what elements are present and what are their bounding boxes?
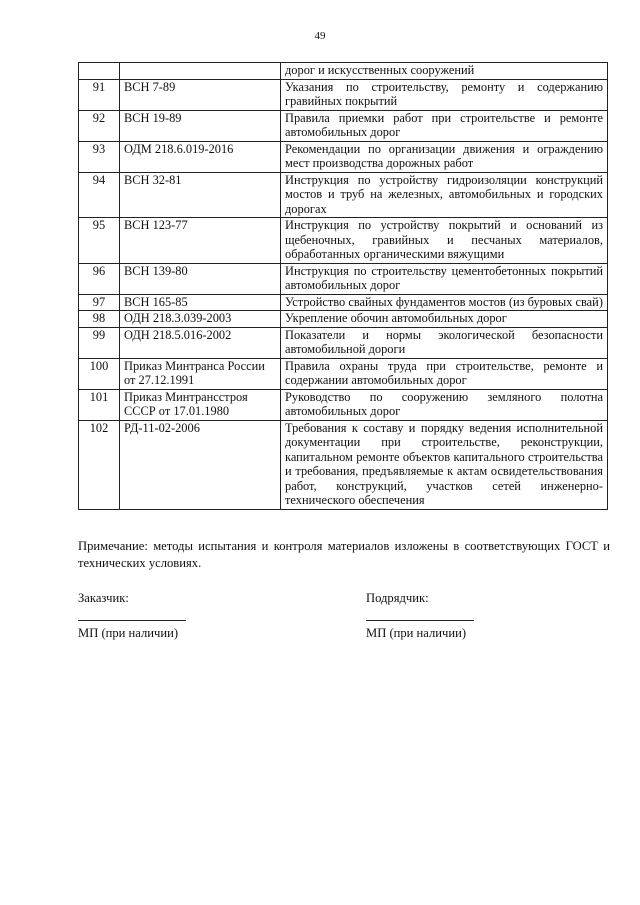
table-cell-code: ВСН 165-85 [120,294,281,311]
table-cell-num [79,63,120,80]
contractor-signature-line [366,620,474,621]
table-cell-title: Рекомендации по организации движения и ограждению мест производства дорожных работ [281,141,608,172]
table-row [79,141,608,172]
table-cell-code: ОДН 218.5.016-2002 [120,327,281,358]
table-row [79,263,608,294]
table-cell-title: Инструкция по устройству покрытий и оснований из щебеночных, гравийных и песчаных материалов, обработанных органическими вяжущими [281,218,608,264]
table-cell-num: 96 [79,263,120,294]
table-row [79,311,608,328]
table-cell-num: 97 [79,294,120,311]
table-cell-num: 94 [79,172,120,218]
table-cell-num: 95 [79,218,120,264]
table-cell-title: Требования к составу и порядку ведения исполнительной документации при строительстве, реконструкции, капитальном ремонте объектов капитального строительства и требования, предъявляемые к актам освидетельствования работ, конструкций, участков сетей инженерно-технического обеспечения [281,420,608,509]
customer-label: Заказчик: [78,591,129,605]
contractor-signature-block [366,590,474,641]
table-row [79,110,608,141]
table-cell-num: 99 [79,327,120,358]
table-row [79,327,608,358]
table-row [79,420,608,509]
table-row [79,389,608,420]
table-cell-title: Показатели и нормы экологической безопасности автомобильной дороги [281,327,608,358]
footnote-note: Примечание: методы испытания и контроля материалов изложены в соответствующих ГОСТ и технических условиях. [78,539,610,570]
table-cell-title: Инструкция по устройству гидроизоляции конструкций мостов и труб на железных, автомобильных и городских дорогах [281,172,608,218]
table-cell-code: ВСН 139-80 [120,263,281,294]
standards-table [78,62,608,510]
table-cell-num: 102 [79,420,120,509]
table-cell-title: Правила охраны труда при строительстве, ремонте и содержании автомобильных дорог [281,358,608,389]
contractor-stamp-label: МП (при наличии) [366,626,467,640]
table-cell-code: Приказ Минтранса России от 27.12.1991 [120,358,281,389]
table-cell-title: Укрепление обочин автомобильных дорог [281,311,608,328]
table-cell-title: Указания по строительству, ремонту и содержанию гравийных покрытий [281,79,608,110]
table-cell-code: ОДМ 218.6.019-2016 [120,141,281,172]
table-cell-code [120,63,281,80]
table-row-continuation [79,63,608,80]
page-number: 49 [314,30,326,42]
table-cell-num: 92 [79,110,120,141]
customer-signature-block [78,590,186,641]
standards-table-body [79,63,608,510]
table-cell-title: Устройство свайных фундаментов мостов (из буровых свай) [281,294,608,311]
table-cell-title: дорог и искусственных сооружений [281,63,608,80]
table-cell-code: РД-11-02-2006 [120,420,281,509]
table-row [79,358,608,389]
table-cell-num: 101 [79,389,120,420]
table-cell-num: 98 [79,311,120,328]
table-cell-code: ВСН 19-89 [120,110,281,141]
table-cell-code: ВСН 123-77 [120,218,281,264]
table-cell-num: 91 [79,79,120,110]
customer-stamp-label: МП (при наличии) [78,626,179,640]
table-row [79,79,608,110]
customer-signature-line [78,620,186,621]
table-row [79,294,608,311]
table-cell-code: ВСН 32-81 [120,172,281,218]
table-row [79,218,608,264]
table-cell-title: Руководство по сооружению земляного полотна автомобильных дорог [281,389,608,420]
table-cell-code: ОДН 218.3.039-2003 [120,311,281,328]
table-cell-code: ВСН 7-89 [120,79,281,110]
table-row [79,172,608,218]
table-cell-code: Приказ Минтрансстроя СССР от 17.01.1980 [120,389,281,420]
table-cell-num: 100 [79,358,120,389]
table-cell-title: Инструкция по строительству цементобетонных покрытий автомобильных дорог [281,263,608,294]
table-cell-num: 93 [79,141,120,172]
table-cell-title: Правила приемки работ при строительстве и ремонте автомобильных дорог [281,110,608,141]
contractor-label: Подрядчик: [366,591,429,605]
